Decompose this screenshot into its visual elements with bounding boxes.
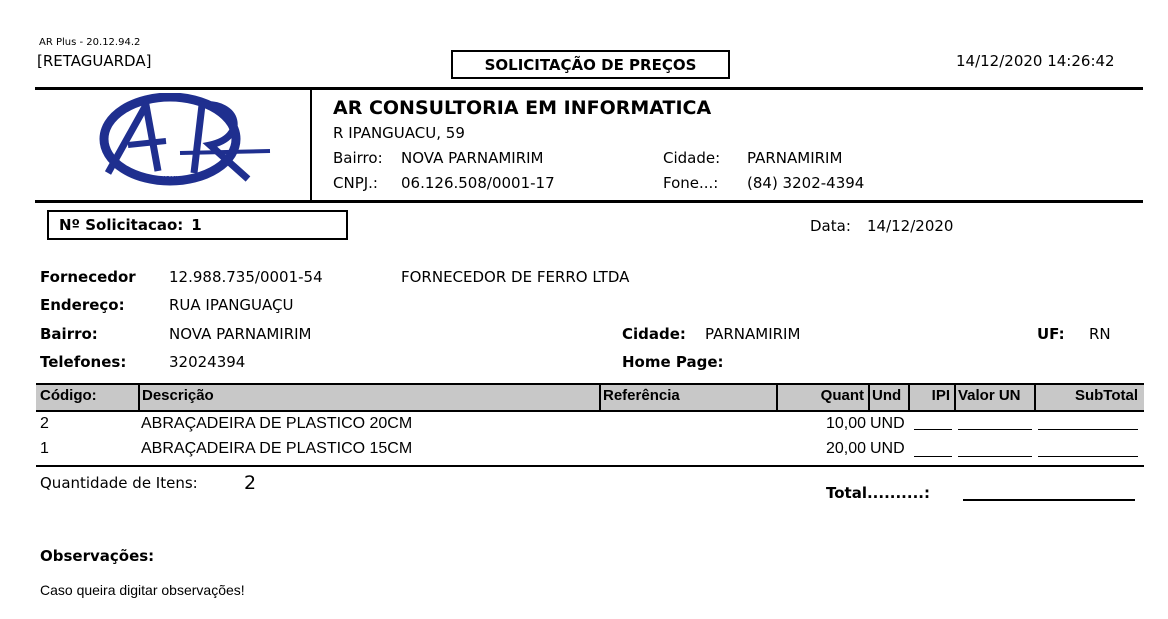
supplier-cidade: PARNAMIRIM [705, 325, 801, 343]
request-date-label: Data: [810, 217, 851, 235]
items-count: 2 [244, 472, 257, 494]
logo-divider [310, 89, 312, 201]
column-separator [776, 384, 778, 410]
company-name: AR CONSULTORIA EM INFORMATICA [333, 97, 712, 119]
version-label: AR Plus - 20.12.94.2 [39, 37, 141, 48]
company-cnpj-label: CNPJ.: [333, 174, 378, 192]
company-cidade-label: Cidade: [663, 149, 721, 167]
supplier-cidade-label: Cidade: [622, 325, 686, 343]
valor-un-blank-line [958, 456, 1032, 457]
column-separator [138, 384, 140, 410]
report-datetime: 14/12/2020 14:26:42 [956, 52, 1115, 70]
company-logo [98, 93, 276, 189]
col-header-descricao: Descrição [142, 387, 214, 404]
column-separator [954, 384, 956, 410]
logo-text: CONSULTORIA [150, 176, 201, 183]
cell-codigo: 1 [40, 440, 49, 457]
request-date: 14/12/2020 [867, 217, 954, 235]
supplier-phones: 32024394 [169, 353, 246, 371]
module-label: [RETAGUARDA] [37, 52, 152, 70]
cell-descricao: ABRAÇADEIRA DE PLASTICO 20CM [141, 415, 413, 432]
subtotal-blank-line [1038, 429, 1138, 430]
col-header-codigo: Código: [40, 387, 97, 404]
supplier-address-label: Endereço: [40, 296, 125, 314]
request-number: 1 [191, 216, 202, 234]
company-address: R IPANGUACU, 59 [333, 124, 465, 142]
report-title: SOLICITAÇÃO DE PREÇOS [451, 50, 730, 79]
cell-codigo: 2 [40, 415, 49, 432]
supplier-name: FORNECEDOR DE FERRO LTDA [401, 268, 630, 286]
column-separator [1034, 384, 1036, 410]
col-header-valor-un: Valor UN [958, 387, 1021, 404]
company-fone: (84) 3202-4394 [747, 174, 865, 192]
supplier-homepage-label: Home Page: [622, 353, 724, 371]
company-bairro: NOVA PARNAMIRIM [401, 149, 544, 167]
company-bairro-label: Bairro: [333, 149, 383, 167]
cell-quant: 10,00 [825, 415, 866, 432]
cell-und: UND [870, 415, 905, 432]
total-label: Total..........: [826, 484, 930, 502]
supplier-cnpj: 12.988.735/0001-54 [169, 268, 323, 286]
company-fone-label: Fone...: [663, 174, 719, 192]
column-separator [908, 384, 910, 410]
company-cidade: PARNAMIRIM [747, 149, 843, 167]
column-separator [599, 384, 601, 410]
total-blank-line [963, 499, 1135, 501]
ipi-blank-line [914, 456, 952, 457]
header-bottom-rule [35, 200, 1143, 203]
col-header-und: Und [872, 387, 902, 404]
observations-label: Observações: [40, 547, 155, 565]
supplier-uf: RN [1089, 325, 1111, 343]
supplier-bairro-label: Bairro: [40, 325, 98, 343]
cell-und: UND [870, 440, 905, 457]
table-bottom-rule [36, 465, 1144, 467]
ipi-blank-line [914, 429, 952, 430]
col-header-ipi: IPI [931, 387, 950, 404]
request-number-box [47, 210, 348, 240]
header-top-rule [35, 87, 1143, 90]
request-number-label: Nº Solicitacao: [59, 216, 184, 234]
supplier-bairro: NOVA PARNAMIRIM [169, 325, 312, 343]
col-header-quant: Quant [820, 387, 864, 404]
column-separator [868, 384, 870, 410]
cell-descricao: ABRAÇADEIRA DE PLASTICO 15CM [141, 440, 413, 457]
observations-text: Caso queira digitar observações! [40, 582, 245, 598]
supplier-uf-label: UF: [1037, 325, 1065, 343]
company-cnpj: 06.126.508/0001-17 [401, 174, 555, 192]
supplier-address: RUA IPANGUAÇU [169, 296, 294, 314]
cell-quant: 20,00 [825, 440, 866, 457]
col-header-referencia: Referência [603, 387, 680, 404]
col-header-subtotal: SubTotal [1074, 387, 1138, 404]
supplier-phones-label: Telefones: [40, 353, 127, 371]
items-count-label: Quantidade de Itens: [40, 474, 198, 492]
supplier-label: Fornecedor [40, 268, 136, 286]
valor-un-blank-line [958, 429, 1032, 430]
subtotal-blank-line [1038, 456, 1138, 457]
